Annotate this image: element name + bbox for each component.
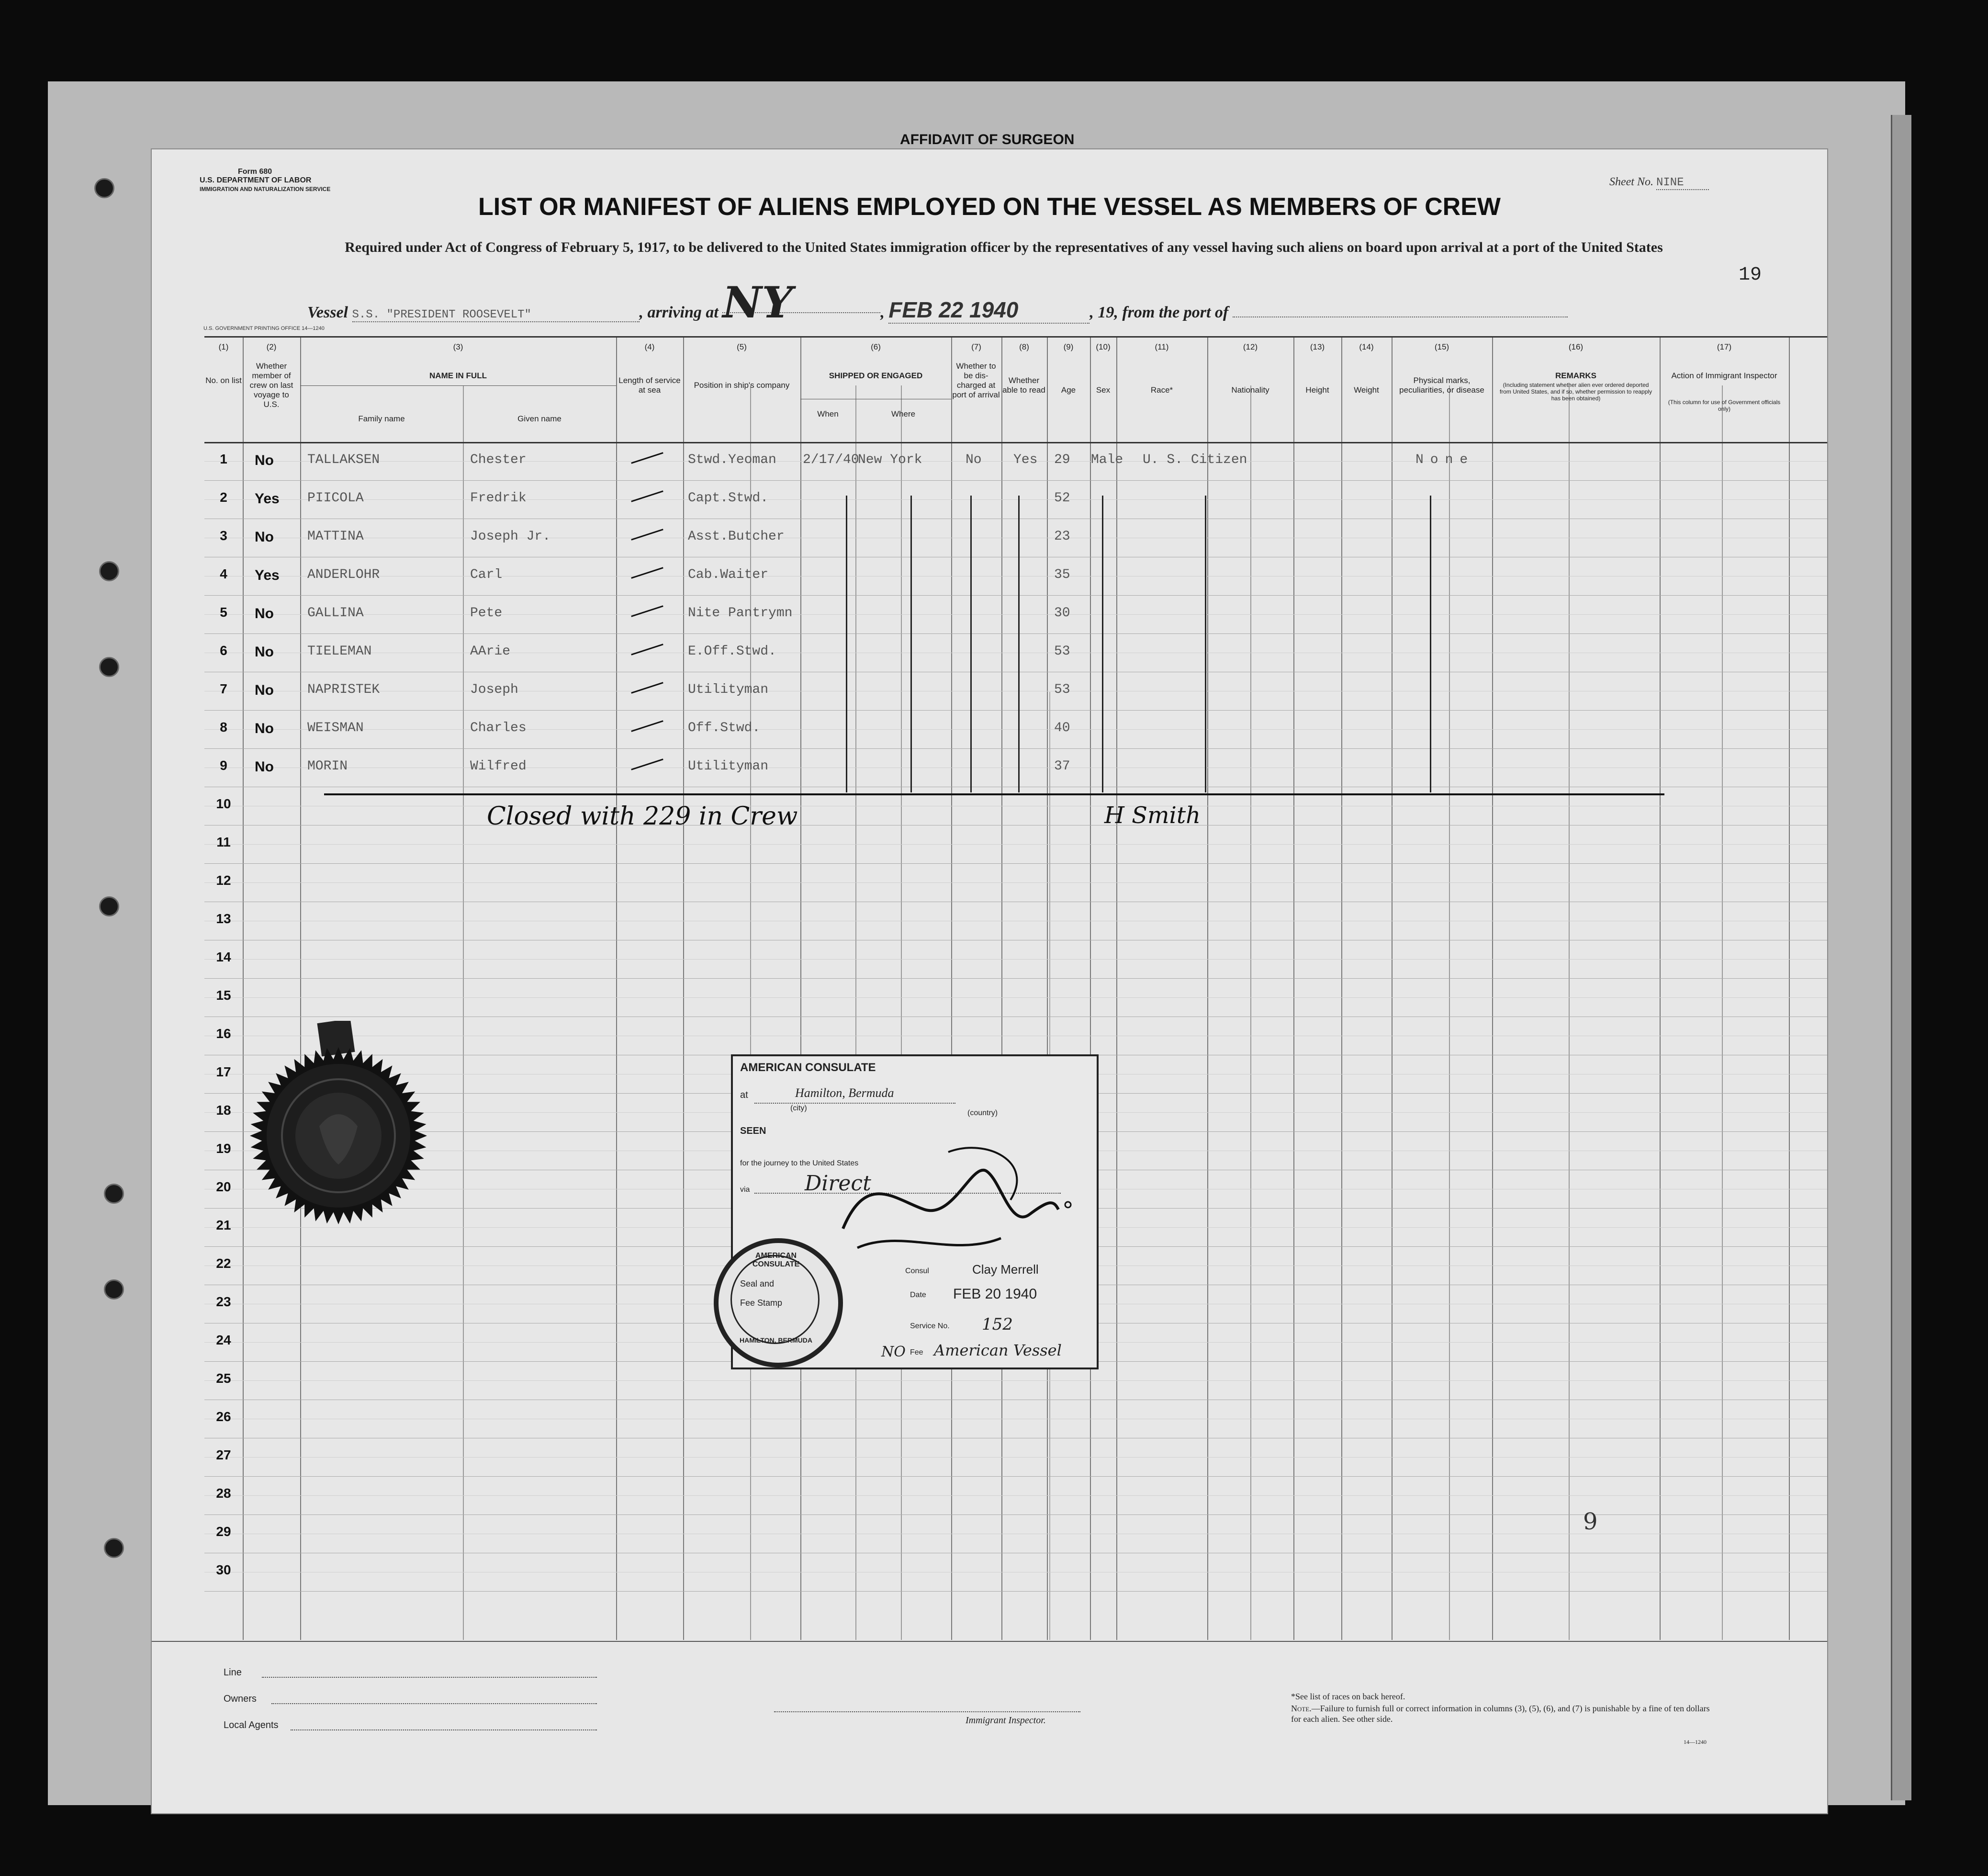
cell-physical-marks: None xyxy=(1415,452,1475,467)
arriving-label: arriving at xyxy=(647,304,719,321)
printing-office: U.S. GOVERNMENT PRINTING OFFICE 14—1240 xyxy=(203,326,325,331)
row-number: 5 xyxy=(220,605,227,620)
vessel-value: S.S. "PRESIDENT ROOSEVELT" xyxy=(352,308,640,322)
cell-last-voyage: No xyxy=(255,644,274,660)
ditto-line xyxy=(1205,496,1206,792)
binder-hole xyxy=(104,1279,124,1300)
footer-note-label: Note. xyxy=(1291,1704,1312,1713)
cell-given-name: Carl xyxy=(470,567,503,582)
column-divider xyxy=(1392,338,1393,1640)
header-family-name: Family name xyxy=(358,414,405,423)
colnum-15: (15) xyxy=(1434,342,1449,351)
arrival-date-stamp: FEB 22 1940 xyxy=(888,297,1089,324)
affidavit-heading: AFFIDAVIT OF SURGEON xyxy=(900,132,1075,147)
colnum-11: (11) xyxy=(1155,342,1169,351)
cell-age: 35 xyxy=(1054,567,1070,582)
header-given-name: Given name xyxy=(517,414,562,423)
cell-shipped-when: 2/17/40 xyxy=(803,452,859,467)
header-nationality: Nationality xyxy=(1231,385,1269,395)
closing-note: Closed with 229 in Crew xyxy=(487,802,798,831)
cell-age: 53 xyxy=(1054,644,1070,659)
row-number: 13 xyxy=(216,911,231,926)
row-midline xyxy=(204,1457,1827,1458)
stamp-fee-prefix: NO xyxy=(881,1344,906,1360)
cell-discharged: No xyxy=(966,452,982,467)
column-divider xyxy=(1660,338,1661,1640)
header-no-on-list: No. on list xyxy=(205,376,242,385)
cell-age: 29 xyxy=(1054,452,1070,467)
cell-family-name: MATTINA xyxy=(307,529,364,544)
cell-family-name: TALLAKSEN xyxy=(307,452,380,467)
stamp-city-label: (city) xyxy=(790,1104,807,1112)
cell-given-name: Joseph Jr. xyxy=(470,529,551,544)
ditto-dash xyxy=(631,605,663,617)
stamp-heading: AMERICAN CONSULATE xyxy=(740,1061,876,1074)
page-title: LIST OR MANIFEST OF ALIENS EMPLOYED ON THE VESSEL AS MEMBERS OF CREW xyxy=(478,193,1501,221)
stamp-service-label: Service No. xyxy=(910,1322,950,1330)
binder-hole xyxy=(99,561,119,581)
cell-family-name: MORIN xyxy=(307,759,348,774)
binder-hole xyxy=(99,896,119,916)
column-divider xyxy=(1492,338,1493,1640)
stamp-journey: for the journey to the United States xyxy=(740,1159,859,1167)
header-race: Race* xyxy=(1150,385,1173,395)
stamp-city: Hamilton, Bermuda xyxy=(795,1086,894,1100)
row-number: 20 xyxy=(216,1179,231,1194)
department-name: U.S. DEPARTMENT OF LABOR xyxy=(200,176,312,184)
column-divider xyxy=(1207,338,1208,1640)
form-number: Form 680 xyxy=(238,168,272,176)
header-discharged: Whether to be dis-charged at port of arrival xyxy=(952,362,1000,399)
row-number: 23 xyxy=(216,1294,231,1309)
row-number: 30 xyxy=(216,1562,231,1577)
crew-table xyxy=(204,336,1827,1640)
ditto-dash xyxy=(631,644,663,655)
sheet-label: Sheet No. xyxy=(1609,176,1653,188)
cell-last-voyage: Yes xyxy=(255,567,280,583)
cell-position: Stwd.Yeoman xyxy=(688,452,776,467)
row-number: 3 xyxy=(220,528,227,543)
cell-last-voyage: No xyxy=(255,721,274,736)
cell-position: Nite Pantrymn xyxy=(688,606,793,621)
ditto-dash xyxy=(631,758,663,770)
ditto-dash xyxy=(631,720,663,732)
header-remarks-note: (Including statement whether alien ever ordered deported from United States, and if so, whether permission to reapply has been obtained) xyxy=(1499,382,1652,402)
row-number: 24 xyxy=(216,1333,231,1347)
consulate-stamp xyxy=(731,1054,1099,1369)
consul-signature xyxy=(829,1142,1078,1262)
cell-last-voyage: No xyxy=(255,529,274,545)
seal-text: AMERICAN CONSULATE xyxy=(752,1252,800,1268)
row-rule xyxy=(204,1476,1827,1477)
header-sex: Sex xyxy=(1096,385,1111,395)
arriving-value: NY xyxy=(722,293,880,313)
colnum-13: (13) xyxy=(1310,342,1325,351)
column-subdivider xyxy=(1722,385,1723,1640)
stamp-service-value: 152 xyxy=(982,1315,1013,1334)
ditto-line xyxy=(1102,496,1103,792)
row-midline xyxy=(204,959,1827,960)
colnum-2: (2) xyxy=(266,342,277,351)
page-subtitle: Required under Act of Congress of February 5, 1917, to be delivered to the United States immigration officer by the representatives of any vessel having such aliens on board upon arrival at a port of the United States xyxy=(345,239,1663,255)
cell-family-name: PIICOLA xyxy=(307,491,364,506)
row-number: 8 xyxy=(220,720,227,735)
seal-inner-2: Fee Stamp xyxy=(740,1298,783,1308)
ditto-dash xyxy=(631,567,663,578)
footer-agents-field xyxy=(291,1729,597,1730)
cell-last-voyage: Yes xyxy=(255,491,280,507)
ditto-line xyxy=(846,496,847,792)
cell-last-voyage: No xyxy=(255,606,274,622)
cell-given-name: Joseph xyxy=(470,682,518,697)
colnum-5: (5) xyxy=(737,342,747,351)
row-rule xyxy=(204,633,1827,634)
cell-position: Off.Stwd. xyxy=(688,721,761,735)
binder-hole xyxy=(94,178,114,198)
colnum-9: (9) xyxy=(1063,342,1074,351)
cell-family-name: ANDERLOHR xyxy=(307,567,380,582)
row-number: 4 xyxy=(220,566,227,581)
row-rule xyxy=(204,710,1827,711)
stamp-fee-value: American Vessel xyxy=(934,1341,1062,1359)
vessel-label: Vessel xyxy=(307,304,348,321)
cell-family-name: GALLINA xyxy=(307,606,364,621)
header-age: Age xyxy=(1061,385,1076,395)
row-number: 7 xyxy=(220,681,227,696)
row-number: 27 xyxy=(216,1447,231,1462)
row-midline xyxy=(204,997,1827,998)
sheet-number xyxy=(1609,176,1709,190)
cell-last-voyage: No xyxy=(255,759,274,775)
header-where: Where xyxy=(891,409,916,418)
stamp-date-value: FEB 20 1940 xyxy=(953,1286,1037,1302)
row-number: 10 xyxy=(216,796,231,811)
row-midline xyxy=(204,729,1827,730)
row-number: 6 xyxy=(220,643,227,658)
colnum-4: (4) xyxy=(644,342,655,351)
row-number: 26 xyxy=(216,1409,231,1424)
header-position: Position in ship's company xyxy=(694,381,790,390)
page-number: 19 xyxy=(1739,264,1762,286)
cell-age: 52 xyxy=(1054,491,1070,506)
inspector-signature-line xyxy=(774,1711,1080,1712)
cell-age: 40 xyxy=(1054,721,1070,735)
footer-note-text: —Failure to furnish full or correct information in columns (3), (5), (6), and (7) is punishable by a fine of ten dollars for each alien. See other side. xyxy=(1291,1704,1710,1724)
column-divider xyxy=(1116,338,1117,1640)
row-number: 15 xyxy=(216,988,231,1003)
column-subdivider xyxy=(855,385,856,1640)
form-number-block xyxy=(200,168,330,193)
column-divider xyxy=(800,338,801,1640)
row-midline xyxy=(204,844,1827,845)
stamp-via-value: Direct xyxy=(805,1171,871,1196)
service-name: IMMIGRATION AND NATURALIZATION SERVICE xyxy=(200,186,331,192)
stamp-date-label: Date xyxy=(910,1291,926,1299)
header-physical-marks: Physical marks, peculiarities, or disease xyxy=(1399,376,1484,395)
cell-nationality: U. S. Citizen xyxy=(1143,452,1247,467)
ditto-line xyxy=(1018,496,1020,792)
header-weight: Weight xyxy=(1354,385,1379,395)
header-height: Height xyxy=(1305,385,1329,395)
header-last-voyage: Whether member of crew on last voyage to U.S. xyxy=(249,362,293,409)
footer-race-note: *See list of races on back hereof. xyxy=(1291,1692,1405,1701)
ditto-line xyxy=(1430,496,1431,792)
stamp-consul-name: Clay Merrell xyxy=(972,1262,1039,1277)
header-inspector-action: Action of Immigrant Inspector xyxy=(1671,371,1777,380)
ditto-line xyxy=(970,496,972,792)
footer-line-label: Line xyxy=(224,1667,242,1678)
cell-age: 53 xyxy=(1054,682,1070,697)
row-number: 1 xyxy=(220,452,227,466)
cell-given-name: AArie xyxy=(470,644,511,659)
binder-hole xyxy=(99,657,119,677)
column-divider xyxy=(1090,338,1091,1640)
from-label: from the port of xyxy=(1122,304,1229,321)
footer-owners-label: Owners xyxy=(224,1694,257,1704)
footer-line-field xyxy=(262,1677,597,1678)
row-number: 17 xyxy=(216,1064,231,1079)
column-subdivider xyxy=(1569,385,1570,1640)
header-able-to-read: Whether able to read xyxy=(1002,376,1045,395)
colnum-16: (16) xyxy=(1568,342,1584,351)
colnum-6: (6) xyxy=(871,342,881,351)
header-rule xyxy=(204,442,1827,443)
column-divider xyxy=(951,338,952,1640)
row-midline xyxy=(204,1495,1827,1496)
row-number: 9 xyxy=(220,758,227,773)
footer-agents-label: Local Agents xyxy=(224,1720,279,1730)
cell-shipped-where: New York xyxy=(858,452,922,467)
row-number: 18 xyxy=(216,1103,231,1118)
header-when: When xyxy=(817,409,839,418)
wax-seal-image xyxy=(247,1021,429,1232)
stamp-consul-label: Consul xyxy=(905,1267,929,1275)
ditto-line xyxy=(910,496,912,792)
binder-hole xyxy=(104,1538,124,1558)
ditto-dash xyxy=(631,452,663,463)
cell-age: 23 xyxy=(1054,529,1070,544)
sheet-value: NINE xyxy=(1656,176,1709,190)
stamp-fee-label: Fee xyxy=(910,1348,923,1356)
colnum-10: (10) xyxy=(1096,342,1111,351)
column-divider xyxy=(1789,338,1790,1640)
row-number: 25 xyxy=(216,1371,231,1386)
header-shipped-engaged: SHIPPED OR ENGAGED xyxy=(829,371,923,380)
cell-position: Asst.Butcher xyxy=(688,529,785,544)
stamp-at-label: at xyxy=(740,1090,748,1100)
column-divider xyxy=(616,338,617,1640)
cell-sex: Male xyxy=(1091,452,1123,467)
from-port-value xyxy=(1233,316,1568,317)
row-rule xyxy=(204,595,1827,596)
vessel-line: Vessel S.S. "PRESIDENT ROOSEVELT" , arriving at NY , FEB 22 1940 , 19, from the port of xyxy=(307,293,1568,324)
cell-given-name: Pete xyxy=(470,606,503,621)
backing-sheet-edge xyxy=(1891,115,1911,1800)
ditto-dash xyxy=(631,529,663,540)
colnum-1: (1) xyxy=(218,342,229,351)
cell-family-name: TIELEMAN xyxy=(307,644,372,659)
row-number: 2 xyxy=(220,490,227,505)
footer-owners-field xyxy=(271,1703,597,1704)
cell-given-name: Charles xyxy=(470,721,527,735)
row-rule xyxy=(204,480,1827,481)
cell-family-name: NAPRISTEK xyxy=(307,682,380,697)
year-label: 19 xyxy=(1098,304,1114,321)
column-subdivider xyxy=(1250,385,1251,1640)
colnum-17: (17) xyxy=(1717,342,1732,351)
row-number: 16 xyxy=(216,1026,231,1041)
row-midline xyxy=(204,1380,1827,1381)
row-rule xyxy=(204,1591,1827,1592)
cell-age: 37 xyxy=(1054,759,1070,774)
pencil-mark: 9 xyxy=(1583,1508,1598,1535)
column-divider xyxy=(1293,338,1294,1640)
cell-given-name: Fredrik xyxy=(470,491,527,506)
colnum-14: (14) xyxy=(1359,342,1374,351)
column-divider xyxy=(243,338,244,1640)
row-rule xyxy=(204,978,1827,979)
footer-inspector-label: Immigrant Inspector. xyxy=(966,1715,1046,1726)
cell-last-voyage: No xyxy=(255,682,274,698)
colnum-8: (8) xyxy=(1019,342,1029,351)
header-name-in-full: NAME IN FULL xyxy=(429,371,487,380)
ditto-dash xyxy=(631,490,663,502)
cell-position: E.Off.Stwd. xyxy=(688,644,776,659)
colnum-3: (3) xyxy=(453,342,463,351)
colnum-12: (12) xyxy=(1243,342,1258,351)
closing-signature: H Smith xyxy=(1104,802,1201,829)
row-midline xyxy=(204,499,1827,500)
seal-bottom: HAMILTON, BERMUDA xyxy=(740,1336,812,1344)
row-number: 12 xyxy=(216,873,231,888)
footer-rule xyxy=(152,1641,1827,1642)
column-divider xyxy=(1341,338,1342,1640)
cell-last-voyage: No xyxy=(255,452,274,468)
stamp-via-label: via xyxy=(740,1186,750,1194)
column-divider xyxy=(300,338,301,1640)
name-subheader-rule xyxy=(300,385,616,386)
row-rule xyxy=(204,748,1827,749)
cell-family-name: WEISMAN xyxy=(307,721,364,735)
row-number: 14 xyxy=(216,949,231,964)
cell-position: Capt.Stwd. xyxy=(688,491,769,506)
row-midline xyxy=(204,614,1827,615)
ditto-dash xyxy=(631,682,663,693)
row-number: 19 xyxy=(216,1141,231,1156)
row-midline xyxy=(204,882,1827,883)
column-divider xyxy=(683,338,684,1640)
seal-inner-1: Seal and xyxy=(740,1279,775,1288)
colnum-7: (7) xyxy=(971,342,981,351)
row-rule xyxy=(204,863,1827,864)
cell-able-to-read: Yes xyxy=(1013,452,1038,467)
consulate-circular-seal xyxy=(714,1238,843,1367)
cell-position: Utilityman xyxy=(688,759,769,774)
column-divider xyxy=(1047,338,1048,1640)
cell-position: Utilityman xyxy=(688,682,769,697)
cell-position: Cab.Waiter xyxy=(688,567,769,582)
column-subdivider xyxy=(463,385,464,1640)
row-number: 22 xyxy=(216,1256,231,1271)
closing-rule xyxy=(324,793,1664,795)
stamp-country-label: (country) xyxy=(967,1109,998,1117)
header-inspector-note: (This column for use of Government officials only) xyxy=(1668,399,1781,412)
row-number: 28 xyxy=(216,1486,231,1501)
binder-hole xyxy=(104,1184,124,1204)
header-remarks: REMARKS xyxy=(1555,371,1596,380)
row-number: 21 xyxy=(216,1218,231,1232)
cell-age: 30 xyxy=(1054,606,1070,621)
cell-given-name: Wilfred xyxy=(470,759,527,774)
column-divider xyxy=(1001,338,1002,1640)
cell-given-name: Chester xyxy=(470,452,527,467)
column-subdivider xyxy=(1449,385,1450,1640)
footer-note xyxy=(1291,1703,1712,1724)
footer-form-code: 14—1240 xyxy=(1684,1739,1707,1745)
row-number: 11 xyxy=(216,835,231,849)
manifest-page xyxy=(151,148,1828,1814)
row-number: 29 xyxy=(216,1524,231,1539)
header-length-service: Length of service at sea xyxy=(618,376,681,395)
stamp-seen: SEEN xyxy=(740,1126,766,1136)
column-subdivider xyxy=(901,385,902,1640)
